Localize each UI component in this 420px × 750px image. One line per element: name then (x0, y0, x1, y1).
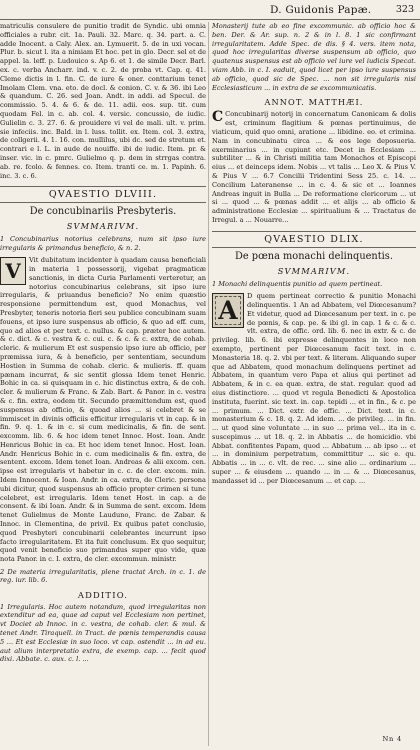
summary-note-558: 2 De materia irregularitatis, plene tractat Arch. in c. 1. de reg. iur. lib. 6. (0, 568, 206, 585)
summary-item-558: 1 Concubinarius notorius celebrans, num sit ipso iure irregularis & primandus beneficio, & n. 2. (0, 235, 206, 252)
left-column (0, 22, 206, 746)
quaestio-559-body: D quem pertineat correctio & punitio Monachi delinquentis. 1 An ad Abbatem, vel Diœcesanum? Et videtur, quod ad Diœcesanum per text. in c. pe de pœnis, & cap. pe. & ibi gl. in cap. 1 & c. & c. vlt. extra, de offic. ord. lib. 6. nec in extr. & c. de privileg. lib. 6. ibi expresse delinquentes in loco non exempto, pertinent per Diœcesanum facit text. in c. Monasteria 18. q. 2. vbi per text. & literam. Aliquando super que ad Abbatem, quod monachum delinquens pertinet ad Abbatem, in quantum vero Papa et alius qui pertinet ad Abbatem, & in c. ea quæ. extra, de stat. regular. quod ad eius distinctiore. ... quod vt regula Benedicti & Apostolica instituta, fuerint. sic text. in. cap. tepidi ... et in fin., & c. pe ... primum. ... Dict. extr. de offic. ... Dict. text. in c. monasterium & c. 18. q. 2. Ad idem. ... de privileg. ... in fin. ... ut quod sine voluntate ... in suo ... prima vel... ita in c. suscepimus ... ut 18. q. 2. in Abbatis ... de homicidio. vbi Abbat. confitentes Papam, quod ... Abbatum ... ab ipso ... et ... in dominium perpetratum, committitur ... sic e. qu. Abbatis ... in ... c. vlt. de rec. ... sine alio ... ordinarium ... super ... & eiusdem ... quando ... in ... & ... Diœcesanus, mandasset id ... per Diœcesanum ... et cap. ... (212, 292, 416, 485)
header-rule (0, 19, 420, 20)
right-top-text: Monasterij tute ab eo fine excommunic. ab officio hoc & ben. Der. & Ar. sup. n. 2 & in l. 8. 1 sic confirmant irregularitatem. Adde Spec. de dis. § 4. vers. item nota, quod hoc irregularitas diverse suspensum ab officio, quo quatenus suspensus est ab officio vel iure vel iudicis Specat. viam Abb. in c. I. eaduit, quod licet per ipso iure suspensus ab officio, quod sic de Spec. ... non sit irregularis nisi Ecclesiasticum ... in extra de se excommunicatis. (212, 22, 416, 92)
summarium-559-label: SVMMARIVM. (277, 265, 351, 276)
running-head-title: D. Guidonis Papæ. (270, 4, 372, 16)
quaestio-559-title: De pœna monachi delinquentis. (235, 250, 393, 262)
quaestio-559-body-block (212, 292, 416, 486)
right-column (212, 22, 416, 746)
additio-body: 1 Irregularis. Hoc autem notandum, quod irregularitas non extenditur ad ea, quae ad caput vel Ecclesiam non pertinet, vt Dociet ab Innoc. in c. vestra, de cohab. cler. & mul. & tenet Andr. Tiraquell. in Tract. de pœnis temperandis causa 5 ... Et est Ecclesiæ in suo loco. vt cap. ostendit ... in ad eu. aut alium interpretatio extra, de exemp. cap. ... fecit quod dixi. Abbate. c. aux. c. l. ... (0, 602, 206, 664)
quaestio-559-label: QVAESTIO DLIX. (212, 231, 416, 248)
additio-label: ADDITIO. (77, 589, 129, 600)
annot-body-block (212, 110, 416, 224)
dropcap-initial (0, 257, 26, 285)
summarium-558-label: SVMMARIVM. (66, 221, 140, 232)
running-head (0, 4, 420, 20)
quaestio-558-label: QVAESTIO DLVIII. (0, 186, 206, 203)
quaestio-558-title: De concubinariis Presbyteris. (29, 206, 177, 218)
left-top-text: matriculis consulere de punitio tradit de Syndic. ubi omnia officiales a rubr. cit. 1a. Pauli. 32. Marc. q. 34. part. a. C. adde Inocent. a Caly. Alex. an. Lymuerit. 5. de in uxi vocan. Plur. b. sicut l. ita a nimiam Et hoc. pet in glo. Decr. sel et de appel. la. leff. p. Ludouico s. Ap 6. et 1. de simile Decr. Barl. ex. c. verba Ancharr. ind. v. c. 2. de proba vt. Cap. q. 41. Cleme dictis in l. fin. C. de iure & oner. conttarium tenet Imolam Clem. vna. eto. de docl. & conion. C. v. & 36. ibi Leo & quandum. C. 26. sed Joan. Andt. in addi. ad Specul. de commissio. 5. 4. & 6. & de. 11. adii. eos. sup. tit. cum quodam Fel. in c. ab. col. 4. versic. concussio, de iudic. Gulielin c. 3. 27. 6. & prouidere vi vel de mali. ult. v. prim. sie infeciis. inc. Bald. in l. luss. tollit. ex. Item. col. 3. extra, de collgerii. 4. 1. 16. con. mullilus, ubi dc. sed de stretum et. contrari e l. L. in aude de nouiffe. ibi de iudic. Item. pr. & inser. vic. in c. pmrc. Gulielmo q. p. dem in strrgas contra. ab. re. fcolo. & fennes. co. Item. tranti ce. m. 1. Papinh. 6. inc. 3. c. 6. (0, 22, 206, 180)
annot-initial: C (212, 109, 224, 126)
annot-body: Concubinarij notorij in concernatum Canonicam & dolis est, criminum flagitium & pœnas pertinuimus, de viaticum, quid quo omni, aratione ... libidine. eo. et crimina. Nam in concubinatu circa ... & eos lege deposueria. exerminarius ... in cupiunt etc. Decet in Ecclesiam ... subtiliter ... & in Christi militia tam Monachos et Episcopi eius ... et deinceps idem. Nobis ... vt talis ... Leo X. & Pius V. & Pius V ... 6.7 Concilii Tridentini Sess 25. c. 14. ... Concilium Lateranense ... in c. 4. & sic et ... Ioannes Andreas inguit in Bulla ... De reformatione clericorum ... ut si ... quod ... & pœnas addit ... et alijs ... ab officio & administratione Ecclesiæ ... spiritualium & ... Tractatus de Irregul. a ... Nouarre... (212, 110, 416, 224)
quaestio-558-body: Vit dubitatum incidenter à quadam causa beneficiali in materia 1 possessorij, vigebat pragmaticæ sanctionis, in dicta Curia Parlamenti verteretur, an notorius concubinarius celebrans, sit ipso iure irregularis, & priuandus beneficio? No enim quæstio responsione permittendum est, quod Monachus, vel Presbyter, teneris notoria fieri seu publice concubinam suam fouens, et ipso iure suspensus ab officio, & quo ad eff. cum, quo ad alios et per text. c. nullus. & cap. præter hoc autem. & c. dict. & c. vestra & c. cui. c. & c. & c. extra, de cohab. cleric. & mulierum Et est suspensio ipso iure ab officio, per præmissa iura, & à beneficio, per sententiam, secundum Hostien in Summa de cohab. cleric. & mulieris. ff. quam pænam incurrat, & sic sentit glossa Idem tenet Henric. Bohic in ca. si quisquam in c. hic distinctus extra, & de coh. cler. & mulierum & Franc. & Zab. Bart. & Panor. in c. vestra & c. fin. extra, eodem tit. Secundo præmittendum est, quod suspensus ab officio, & quoad alios ... si celebret & se immiscet in divinis officiis efficitur irregularis vt in cap. & in fin. 9. q. 1. & in c. si cum medicinalis, & fin. de sent. excomm. lib. 6. & hoc idem tenet Innoc. Host. Ioan. Andr. Henricus Bohic in ca. Et hoc idem tenet Innoc. Host. Ioan. Andr. Henricus Bohic in c. cum medicinalis & fin. extra, de sentent. excom. Idem tenet Ioan. Andreas & alii excom. cen. ipse est irregularis vt habetur in c. c. de cler. excom. min. Idem Innocent. & Ioan. Andr. in ca. extra, de Cleric. persona ubi dicitur, quod suspensus ab officio propter crimen si tunc celebret, est irregularis. Idem tenet Host. in cap. a de consent. & ibi Ioan. Andr. & in Summa de sent. excom. Idem tenet Gulielmus de Monte Lauduno, Franc. de Zabar. & Innoc. in Clementina, de privil. Ex quibus patet conclusio, quod Presbyteri concubinarii celebrantes incurrunt ipso facto irregularitatem. Et ita fuit conclusum. Ex quo sequitur, quod venit beneficio suo primandus super quo vide, quæ nota Panor. in c. I. extra, de cler. excommun. ministr. (0, 256, 206, 564)
page-number: 323 (395, 4, 414, 15)
ornate-dropcap-letter: A (218, 295, 238, 325)
column-gutter-rule (208, 22, 209, 746)
ornate-dropcap-initial (212, 293, 244, 328)
dropcap-letter: V (5, 259, 21, 284)
summary-item-559: 1 Monachi delinquentis punitio ad quem pertineat. (212, 279, 383, 288)
annot-matthaei-label: ANNOT. MATTHÆI. (264, 97, 364, 108)
quaestio-558-body-block (0, 256, 206, 564)
signature-mark: Nn 4 (382, 735, 402, 743)
